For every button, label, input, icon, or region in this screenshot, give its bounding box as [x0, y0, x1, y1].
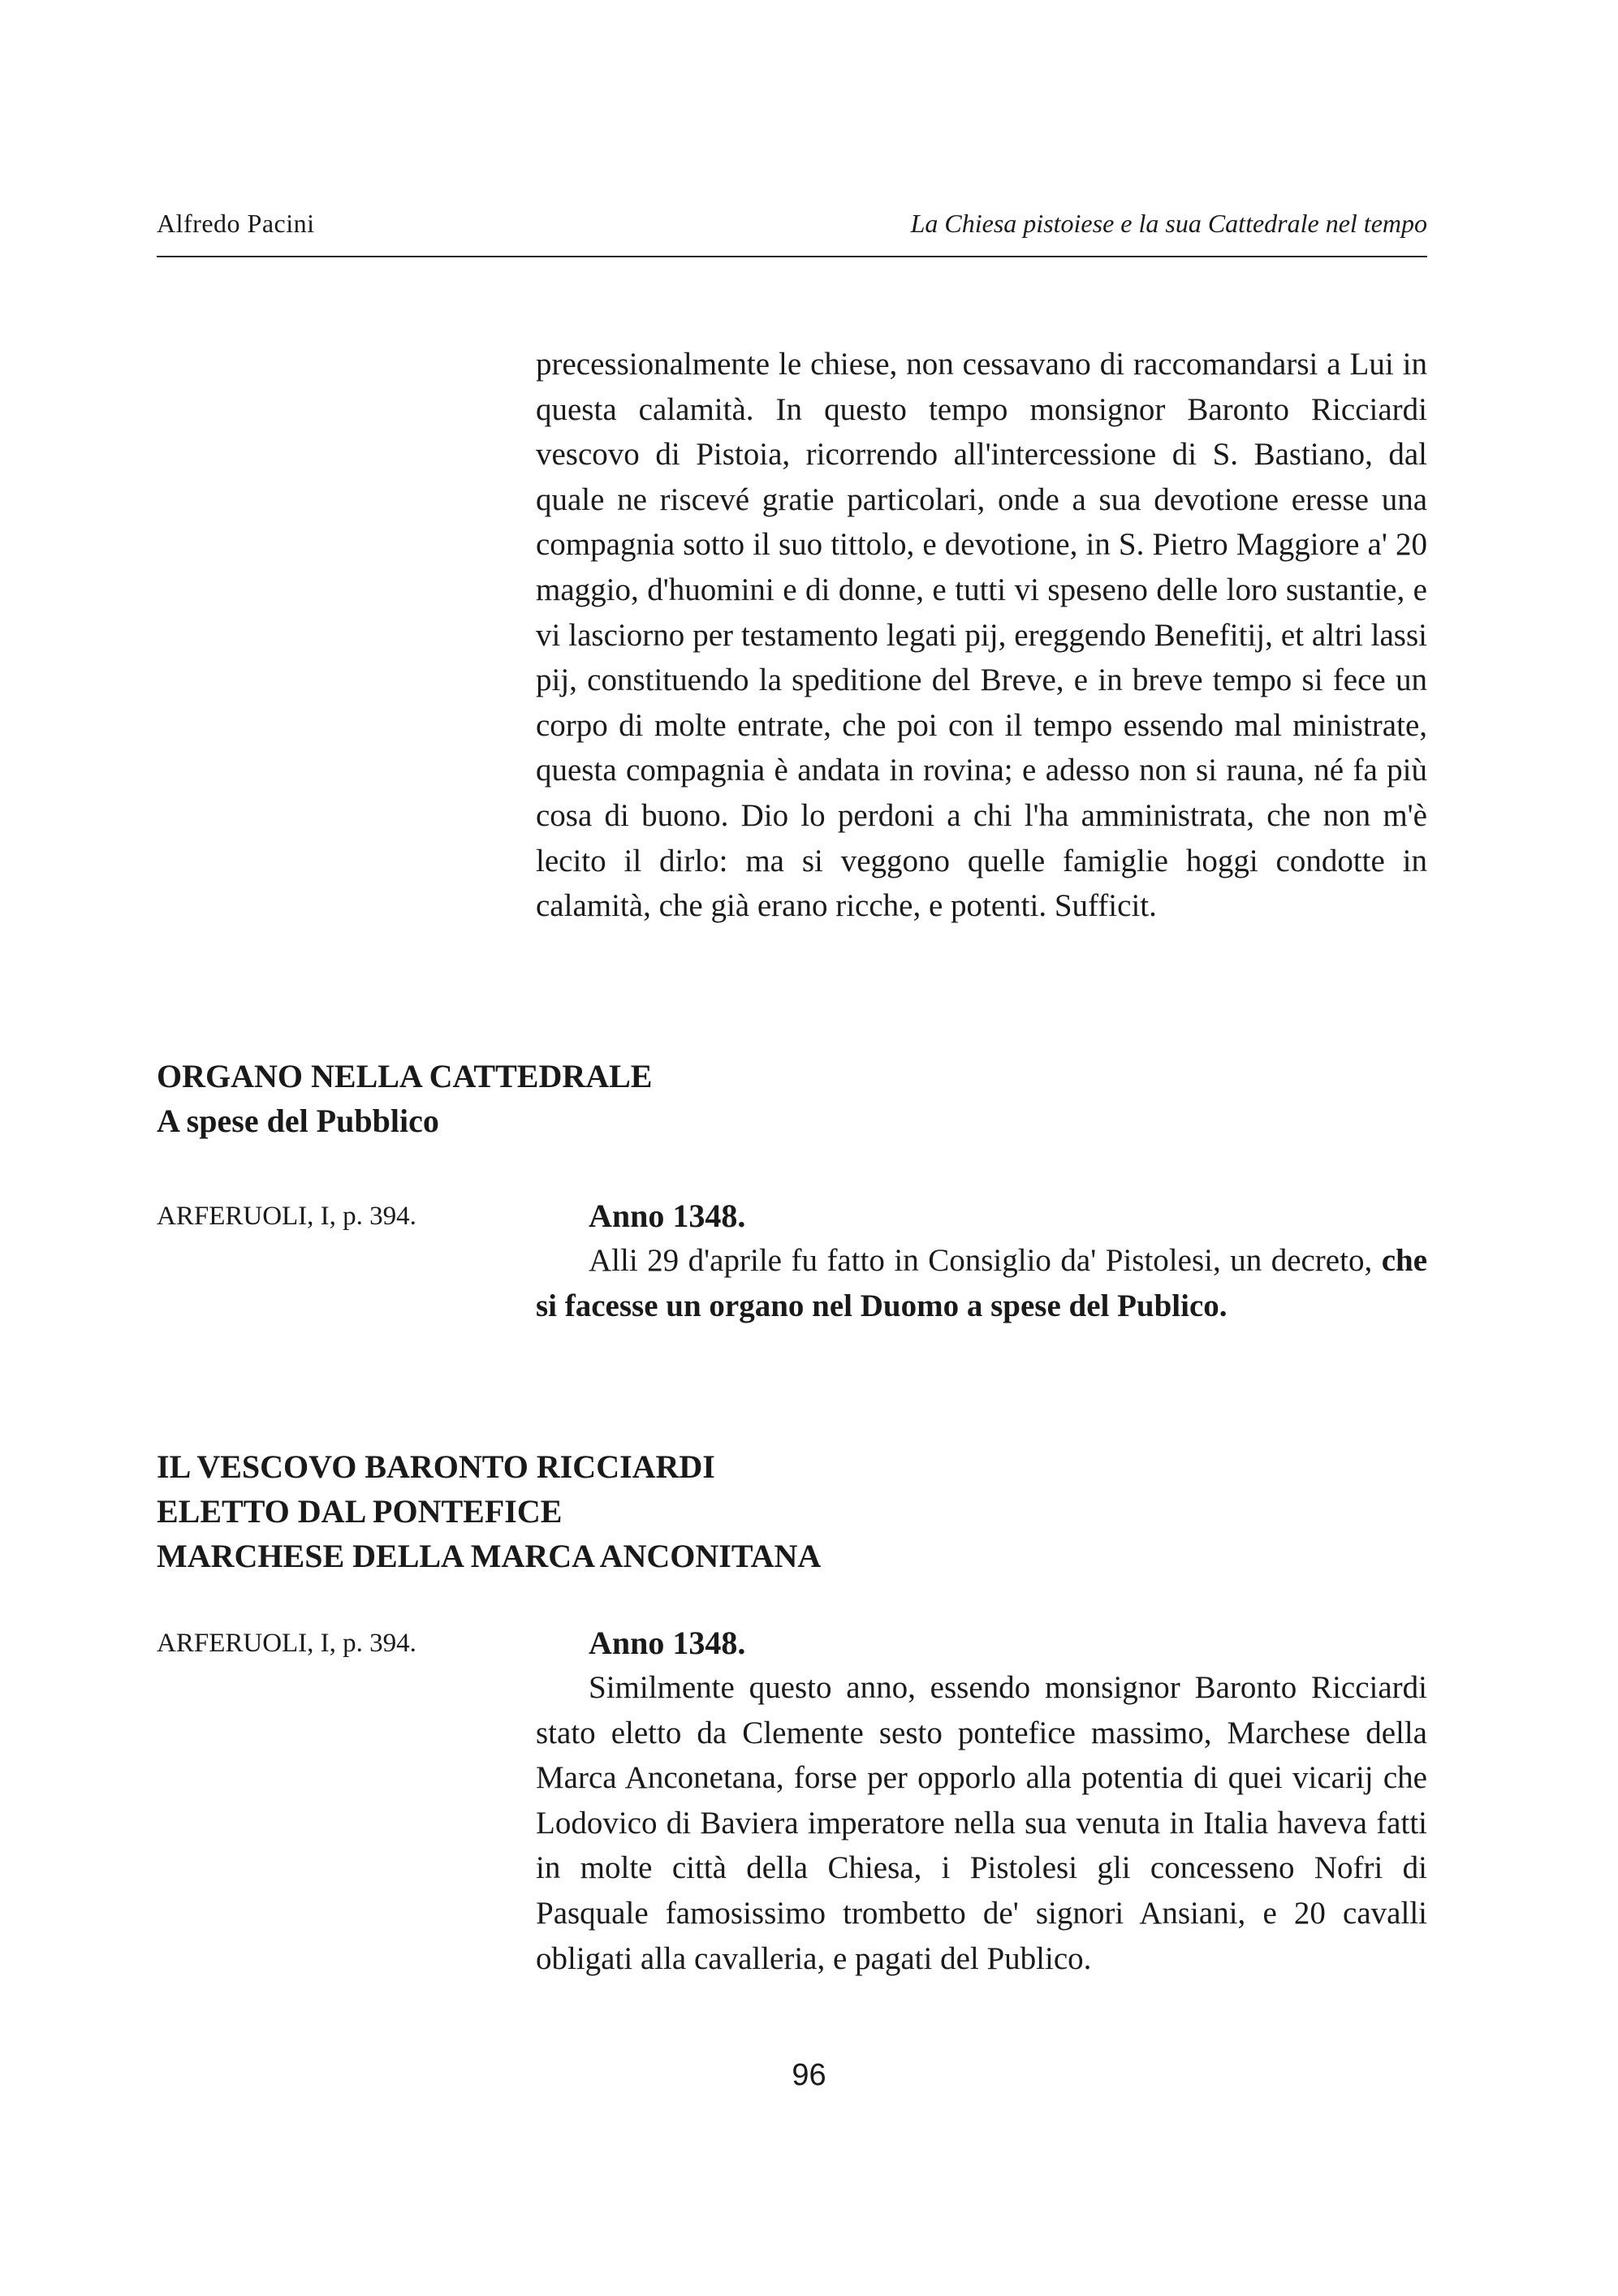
section-title: ORGANO NELLA CATTEDRALE: [157, 1058, 653, 1094]
header-running-title: La Chiesa pistoiese e la sua Cattedrale nel tempo: [910, 209, 1427, 238]
section-heading-organo: [157, 1054, 652, 1143]
section-title-line-3: MARCHESE DELLA MARCA ANCONITANA: [157, 1538, 822, 1574]
entry-text-bold: che si facesse un organo nel Duomo a spese del Publico.: [536, 1243, 1427, 1323]
entry-text: Similmente questo anno, essendo monsignor Baronto Ricciardi stato eletto da Clemente sesto pontefice massimo, Marchese della Marca Anconetana, forse per opporlo alla potentia di quei vicarij che Lodovico di Baviera imperatore nella sua venuta in Italia haveva fatti in molte città della Chiesa, i Pistolesi gli concesseno Nofri di Pasquale famosissimo trombetto de' signori Ansiani, e 20 cavalli obligati alla cavalleria, e pagati del Publico.: [536, 1670, 1427, 1976]
entry-text-plain: Alli 29 d'aprile fu fatto in Consiglio da' Pistolesi, un decreto,: [589, 1243, 1382, 1278]
section-title-line-2: ELETTO DAL PONTEFICE: [157, 1493, 563, 1530]
header-author: Alfredo Pacini: [157, 209, 315, 238]
section-subtitle: A spese del Pubblico: [157, 1103, 439, 1139]
section-title-line-1: IL VESCOVO BARONTO RICCIARDI: [157, 1448, 715, 1485]
section-heading-vescovo: [157, 1444, 821, 1578]
entry-year: Anno 1348.: [589, 1198, 746, 1234]
source-citation: ARFERUOLI, I, p. 394.: [157, 1202, 416, 1231]
entry-text: [536, 1238, 1427, 1328]
entry-organo: [536, 1193, 1427, 1328]
source-citation: ARFERUOLI, I, p. 394.: [157, 1629, 416, 1658]
running-header: [157, 207, 1427, 257]
entry-year: Anno 1348.: [589, 1625, 746, 1661]
page-number: 96: [792, 2058, 826, 2092]
intro-paragraph: precessionalmente le chiese, non cessavano di raccomandarsi a Lui in questa calamità. In questo tempo monsignor Baronto Ricciardi vescovo di Pistoia, ricorrendo all'intercessione di S. Bastiano, dal quale ne riscevé gratie particolari, onde a sua devotione eresse una compagnia sotto il suo tittolo, e devotione, in S. Pietro Maggiore a' 20 maggio, d'huomini e di donne, e tutti vi speseno delle loro sustantie, e vi lasciorno per testamento legati pij, ereggendo Benefitij, et altri lassi pij, constituendo la speditione del Breve, e in breve tempo si fece un corpo di molte entrate, che poi con il tempo essendo mal ministrate, questa compagnia è andata in rovina; e adesso non si rauna, né fa più cosa di buono. Dio lo perdoni a chi l'ha amministrata, che non m'è lecito il dirlo: ma si veggono quelle famiglie hoggi condotte in calamità, che già erano ricche, e potenti. Sufficit.: [536, 347, 1427, 924]
entry-vescovo: [536, 1621, 1427, 1981]
